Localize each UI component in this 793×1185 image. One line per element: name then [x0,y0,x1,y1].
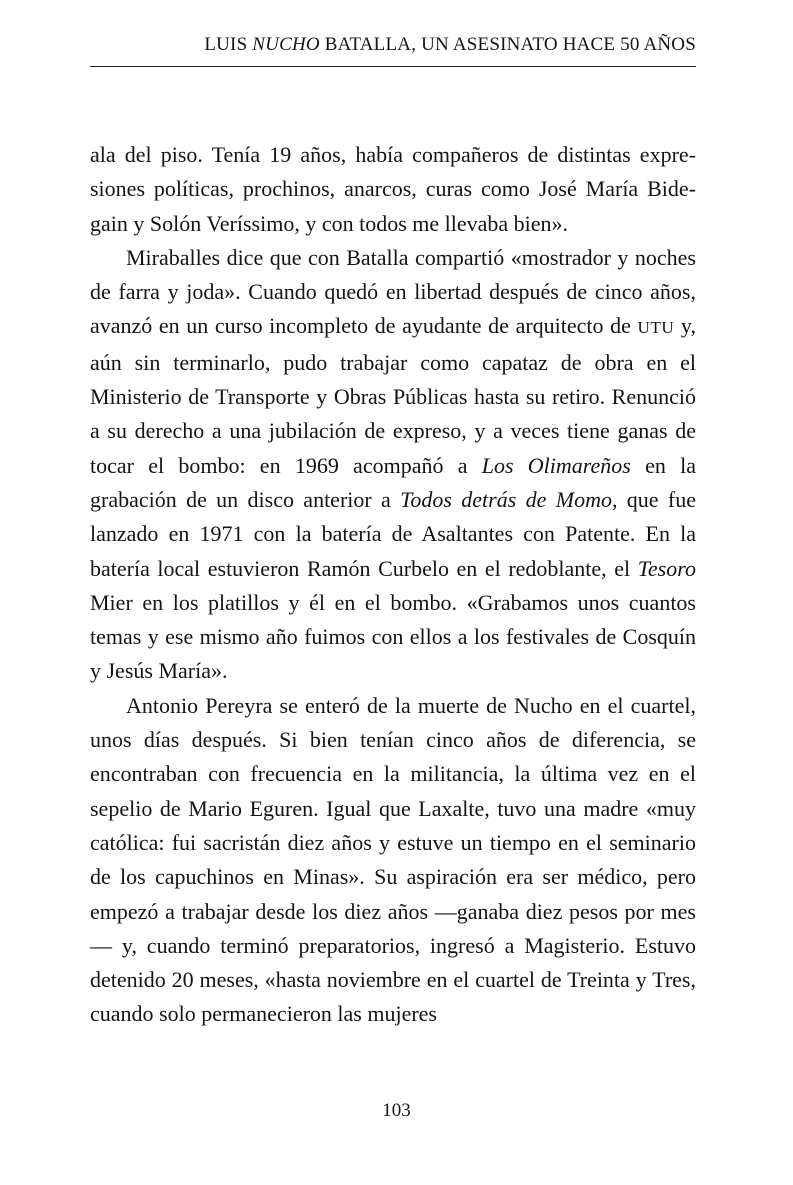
text-span: y, aún sin terminarlo, pudo trabajar como capataz de obra en el Ministerio de Transporte y Obras Públicas hasta su retiro. Renunció a su derecho a una jubilación de expreso, y a veces tiene ganas de tocar el bombo: en 1969 acompañó a [90,313,696,478]
body-text [90,138,696,1032]
paragraph [90,689,696,1032]
paragraph [90,138,696,241]
header-pre: LUIS [204,34,253,55]
header-post: BATALLA, UN ASESINATO HACE 50 AÑOS [319,34,696,55]
header-italic-name: NUCHO [252,34,320,55]
italic-span: Los Olimareños [481,452,631,478]
header-rule [90,66,696,67]
italic-span: Tesoro [637,555,696,581]
text-span: , que fue lanzado en 1971 con la batería de Asaltantes con Patente. En la batería local estuvieron Ramón Curbelo en el redoblante, el [90,486,697,581]
running-header [90,34,696,56]
text-span: Miraballes dice que con Batalla compartió «mostrador y noches de farra y joda». Cuando quedó en libertad después de cinco años, avanzó en un curso incompleto de ayudante de arquitecto de [90,244,696,339]
text-span: en la grabación de un disco anterior a [90,452,696,512]
italic-span: Todos detrás de Momo [400,486,612,512]
text-span: Antonio Pereyra se enteró de la muerte de Nucho en el cuartel, unos días después. Si bien tenían cinco años de diferencia, se encontraban con frecuencia en la militancia, la última vez en el sepelio de Mario Eguren. Igual que Laxalte, tuvo una madre «muy católica: fui sacristán diez años y estuve un tiempo en el seminario de los capuchinos en Minas». Su aspiración era ser médico, pero empezó a trabajar desde los diez años —ganaba diez pesos por mes— y, cuando terminó preparatorios, ingresó a Magisterio. Estuvo detenido 20 meses, «hasta noviembre en el cuartel de Treinta y Tres, cuando solo permanecieron las mujeres [90,692,696,1027]
text-span: Mier en los platillos y él en el bombo. «Grabamos unos cuantos temas y ese mismo año fuimos con ellos a los festivales de Cosquín y Jesús María». [90,589,696,684]
page-number: 103 [382,1100,411,1121]
paragraph [90,241,696,689]
text-span: ala del piso. Tenía 19 años, había compañeros de distintas expresiones políticas, prochinos, anarcos, curas como José María Bidegain y Solón Veríssimo, y con todos me llevaba bien». [90,142,696,236]
small-caps-span: UTU [637,318,675,338]
